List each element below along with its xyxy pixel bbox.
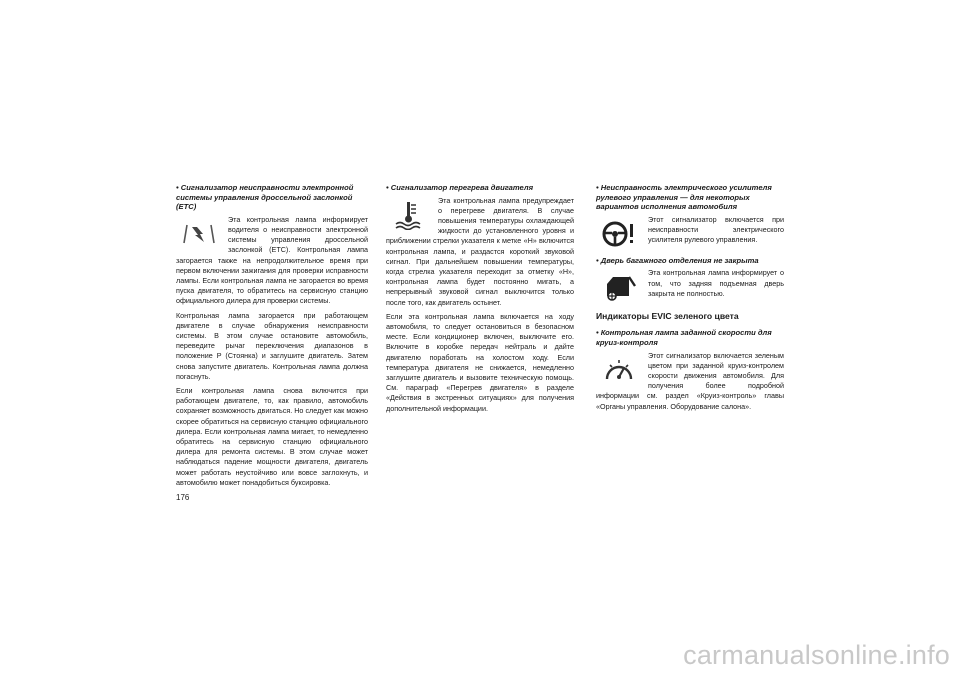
- cruise-heading: • Контрольная лампа заданной скорости для круиз-контроля: [596, 328, 772, 347]
- speedometer-icon: [596, 354, 642, 386]
- etc-paragraph-3: Если контрольная лампа снова включится при работающем двигателе, то, как правило, автомобиль сохраняет возможность двигаться. Но следует как можно скорее обратиться на сервисную станцию официального дилера. Если контрольная лампа мигает, то немедленно обратитесь на сервисную станцию официального дилера для ремонта системы. В этом случае может наблюдаться падение мощности двигателя, двигатель может работать неустойчиво или вовсе заглохнуть, и автомобилю может понадобиться буксировка.: [176, 386, 368, 487]
- cruise-paragraph-1: Этот сигнализатор включается зеленым цветом при заданной круиз-контролем скорости движения автомобиля. Для получения более подробной информации см. раздел «Круиз-контроль» главы «Органы управления. Оборудование салона».: [596, 350, 784, 411]
- column-left: [176, 183, 368, 492]
- temp-heading: • Сигнализатор перегрева двигателя: [386, 183, 534, 192]
- etc-paragraph-2: Контрольная лампа загорается при работающем двигателе в случае обнаружения неисправности системы. В этом случае остановите автомобиль, переведите рычаг переключения диапазонов в положение P (Стоянка) и заглушите двигатель. Затем снова запустите двигатель. Контрольная лампа должна погаснуть.: [176, 310, 368, 381]
- temp-paragraph-2: Если эта контрольная лампа включается на ходу автомобиля, то следует остановиться в безопасном месте. Если кондиционер включен, выключите его. Включите в коробке передач нейтраль и дайте двигателю поработать на холостом ходу. Если температура двигателя не снижается, немедленно заглушите двигатель и вызовите техническую помощь. См. параграф «Перегрев двигателя» в разделе «Действия в экстренных ситуациях» для получения дополнительной информации.: [386, 311, 574, 413]
- etc-paragraph-1: Эта контрольная лампа информирует водителя о неисправности электронной системы управления дроссельной заслонкой (ETC). Контрольная лампа загорается также на непродолжительное время при первом включении зажигания для проверки исправности лампы. Если контрольная лампа не загорается во время пуска двигателя, то обратитесь на сервисную станцию официального дилера для проверки системы.: [176, 214, 368, 306]
- page-number: 176: [176, 493, 190, 502]
- gate-heading: • Дверь багажного отделения не закрыта: [596, 255, 759, 265]
- temp-paragraph-1: Эта контрольная лампа предупреждает о перегреве двигателя. В случае повышения температуры охлаждающей жидкости до установленного уровня и приближении стрелки указателя к метке «H» включится контрольная лампа, и раздастся короткий звуковой сигнал. При дальнейшем повышении температуры, когда стрелка указателя переходит за отметку «H», контрольная лампа будет постоянно мигать, а непрерывный звуковой сигнал выключится только после того, как двигатель остынет.: [386, 195, 574, 307]
- etc-heading: • Сигнализатор неисправности электронной системы управления дроссельной заслонкой (ETC): [176, 183, 354, 212]
- steering-wheel-warning-icon: [596, 218, 642, 250]
- column-middle: [386, 183, 574, 418]
- column-right: [596, 183, 784, 416]
- evic-section-title: Индикаторы EVIC зеленого цвета: [596, 311, 739, 322]
- coolant-temperature-icon: [386, 199, 432, 231]
- eps-paragraph-1: Этот сигнализатор включается при неисправности электрического усилителя рулевого управления.: [648, 214, 784, 245]
- eps-heading: • Неисправность электрического усилителя рулевого управления — для некоторых вариантов исполнения автомобиля: [596, 183, 772, 212]
- liftgate-open-icon: [596, 271, 642, 303]
- gate-paragraph-1: Эта контрольная лампа информирует о том, что задняя подъемная дверь закрыта не полностью.: [648, 268, 784, 298]
- watermark: carmanualsonline.info: [683, 640, 950, 670]
- etc-lightning-icon: [176, 218, 222, 250]
